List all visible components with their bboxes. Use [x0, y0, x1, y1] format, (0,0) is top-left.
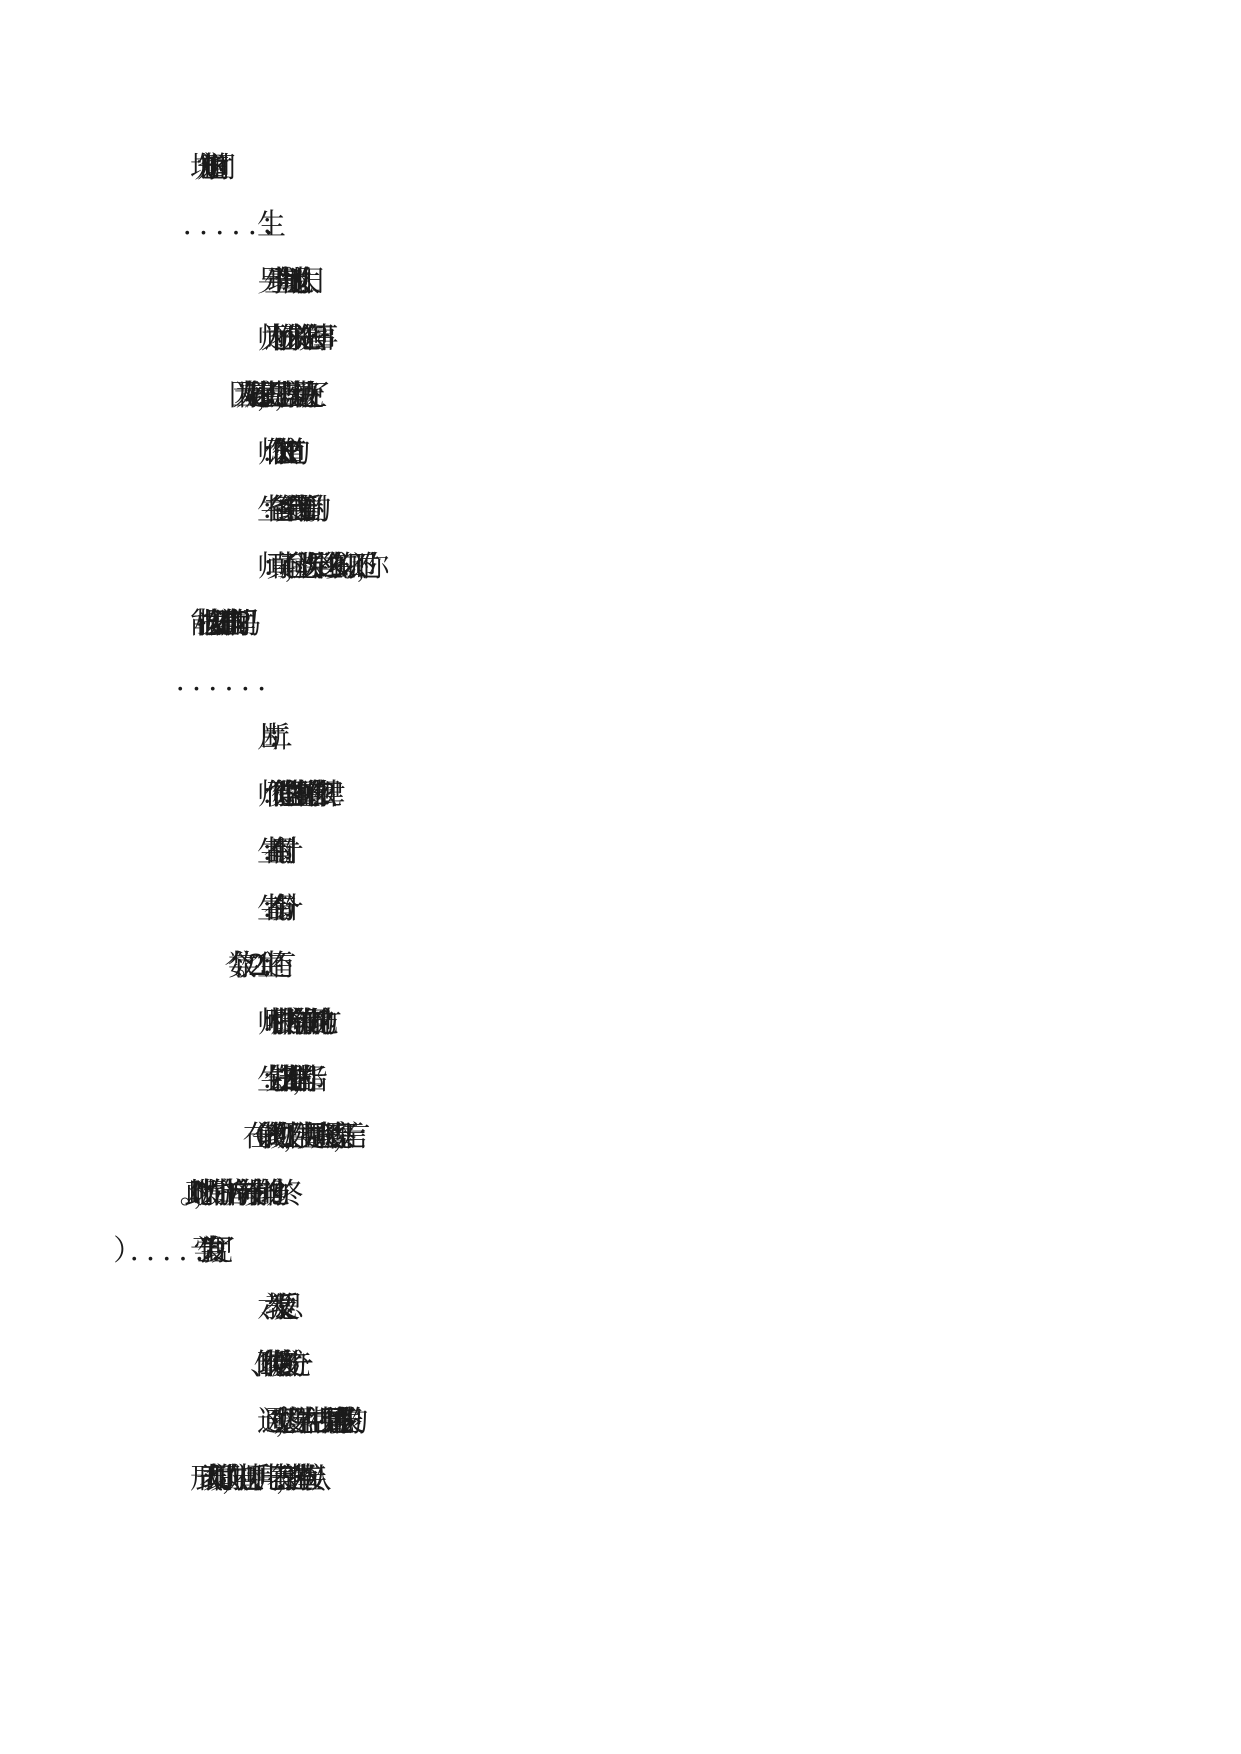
text-line: 师：你怎么知道的? [257, 435, 276, 469]
text-line: 生：在爸爸买给我的书上看到的。 [257, 492, 310, 526]
text-line: 生：都有时针。 [257, 834, 282, 868]
text-line [257, 660, 1137, 700]
text-line: 能根据太阳知道准确的时间吗? [190, 606, 226, 640]
text-line: 师为之一怔：你来说一说怎么一回事？ [257, 321, 317, 355]
text-line: 生: 因为太阳升起来了，就是早上，落山就是快晚上了。 [257, 378, 309, 412]
text-line [190, 1230, 1070, 1270]
text-line: 师：你觉得这些钟面（整时）有什么规律? [257, 777, 311, 811]
text-line: 地方知道时间？ [190, 150, 215, 184]
text-line: 通过观察，发现学生在生活中见到最多的'是电子表的 [257, 1404, 344, 1438]
text-line: 另一生理直气壮地说：太阳。 [257, 264, 303, 298]
text-line: 形式表现时间的，如电视、手机、电子表等，就选择直接从 [190, 1461, 308, 1495]
text-line: 以“对”。此时，师：分针指的方向有没有一样的地方？终 [190, 1176, 279, 1210]
text-line: （在一个试教的班级中，学生更是瞪大眼睛观察，无言 [238, 1119, 347, 1153]
text-line [257, 945, 1137, 985]
text-line: 1、体现传授与启发的统一 [257, 1347, 289, 1381]
text-line [257, 204, 1137, 244]
text-line: 生：分针指的是一样的，都指 12。 [257, 1062, 276, 1096]
text-line: 片断二： [257, 720, 272, 754]
text-line: 生：都有分针。 [257, 891, 282, 925]
text-line: 师：哪根针指的方向有没有相同的地方? [257, 1005, 307, 1039]
text-line: 六、教学反思: [257, 1290, 263, 1324]
text-line: 师：真了不起，能从课外学到这么多的知识。不过，你 [257, 549, 366, 583]
